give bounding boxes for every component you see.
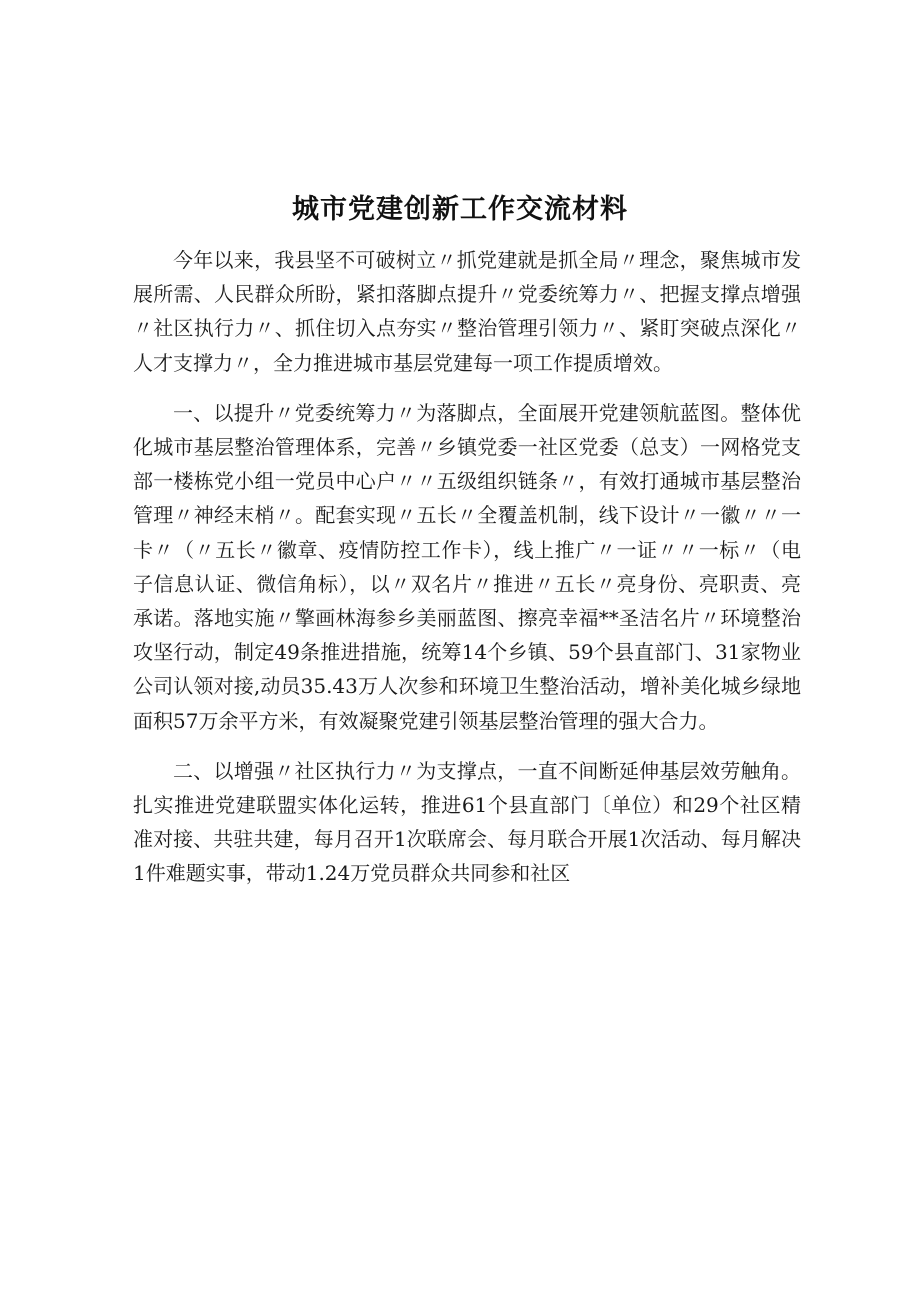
paragraph-section-2: 二、以增强〃社区执行力〃为支撑点，一直不间断延伸基层效劳触角。扎实推进党建联盟实体化运转，推进61个县直部门〔单位）和29个社区精准对接、共驻共建，每月召开1次联席会、每月联合开展1次活动、每月解决1件难题实事，带动1.24万党员群众共同参和社区	[133, 758, 801, 886]
paragraph-section-1: 一、以提升〃党委统筹力〃为落脚点，全面展开党建领航蓝图。整体优化城市基层整治管理体系，完善〃乡镇党委一社区党委（总支）一网格党支部一楼栋党小组一党员中心户〃〃五级组织链条〃，有效打通城市基层整治管理〃神经末梢〃。配套实现〃五长〃全覆盖机制，线下设计〃一徽〃〃一卡〃（〃五长〃徽章、疫情防控工作卡），线上推广〃一证〃〃一标〃（电子信息认证、微信角标），以〃双名片〃推进〃五长〃亮身份、亮职责、亮承诺。落地实施〃擎画林海参乡美丽蓝图、擦亮幸福**圣洁名片〃环境整治攻坚行动，制定49条推进措施，统筹14个乡镇、59个县直部门、31家物业公司认领对接,动员35.43万人次参和环境卫生整治活动，增补美化城乡绿地面积57万余平方米，有效凝聚党建引领基层整治管理的强大合力。	[133, 400, 801, 733]
paragraph-intro: 今年以来，我县坚不可破树立〃抓党建就是抓全局〃理念，聚焦城市发展所需、人民群众所盼，紧扣落脚点提升〃党委统筹力〃、把握支撑点增强〃社区执行力〃、抓住切入点夯实〃整治管理引领力〃、紧盯突破点深化〃人才支撑力〃，全力推进城市基层党建每一项工作提质增效。	[133, 248, 801, 375]
document-body	[133, 243, 801, 907]
document-title: 城市党建创新工作交流材料	[292, 194, 628, 225]
